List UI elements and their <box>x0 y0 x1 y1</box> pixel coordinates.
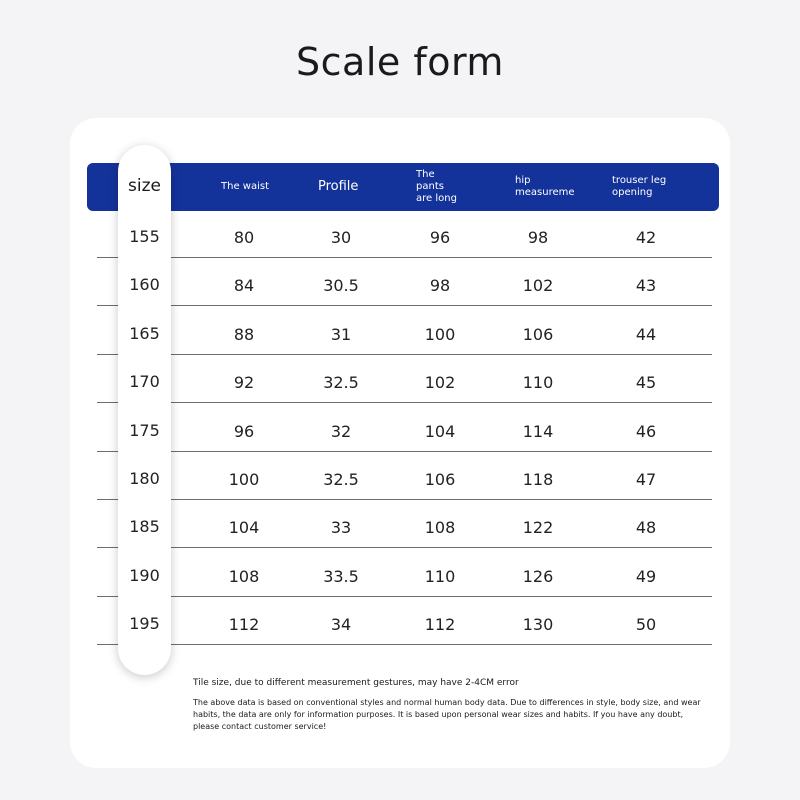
table-cell: 100 <box>424 325 456 344</box>
table-cell: 112 <box>424 615 456 634</box>
table-cell: 84 <box>233 276 255 295</box>
table-cell: 104 <box>228 518 260 537</box>
header-pants-length: The pants are long <box>416 169 457 204</box>
table-cell: 122 <box>522 518 554 537</box>
table-cell: 106 <box>522 325 554 344</box>
size-value: 190 <box>129 566 160 585</box>
table-cell: 49 <box>635 567 657 586</box>
table-cell: 43 <box>635 276 657 295</box>
table-cell: 44 <box>635 325 657 344</box>
table-cell: 32 <box>330 422 352 441</box>
table-cell: 110 <box>522 373 554 392</box>
table-cell: 96 <box>429 228 451 247</box>
table-cell: 100 <box>228 470 260 489</box>
table-cell: 42 <box>635 228 657 247</box>
row-divider <box>97 257 712 258</box>
row-divider <box>97 499 712 500</box>
table-cell: 46 <box>635 422 657 441</box>
header-profile: Profile <box>318 179 359 194</box>
size-header: size <box>128 176 161 196</box>
header-hip: hip measureme <box>515 175 575 198</box>
size-column-pill <box>118 145 171 675</box>
table-cell: 118 <box>522 470 554 489</box>
table-cell: 96 <box>233 422 255 441</box>
table-cell: 126 <box>522 567 554 586</box>
size-value: 185 <box>129 517 160 536</box>
size-value: 155 <box>129 227 160 246</box>
table-cell: 47 <box>635 470 657 489</box>
row-divider <box>97 402 712 403</box>
table-cell: 88 <box>233 325 255 344</box>
row-divider <box>97 596 712 597</box>
size-value: 180 <box>129 469 160 488</box>
row-divider <box>97 547 712 548</box>
table-cell: 110 <box>424 567 456 586</box>
table-cell: 32.5 <box>323 470 359 489</box>
table-cell: 102 <box>522 276 554 295</box>
size-value: 160 <box>129 275 160 294</box>
header-waist: The waist <box>221 181 269 192</box>
table-cell: 98 <box>527 228 549 247</box>
row-divider <box>97 354 712 355</box>
table-cell: 32.5 <box>323 373 359 392</box>
page-title: Scale form <box>296 40 504 84</box>
size-value: 175 <box>129 421 160 440</box>
table-cell: 106 <box>424 470 456 489</box>
table-cell: 104 <box>424 422 456 441</box>
table-cell: 92 <box>233 373 255 392</box>
table-cell: 50 <box>635 615 657 634</box>
table-cell: 108 <box>228 567 260 586</box>
table-cell: 30 <box>330 228 352 247</box>
table-cell: 102 <box>424 373 456 392</box>
table-cell: 130 <box>522 615 554 634</box>
table-cell: 112 <box>228 615 260 634</box>
size-value: 195 <box>129 614 160 633</box>
table-cell: 34 <box>330 615 352 634</box>
table-cell: 33 <box>330 518 352 537</box>
size-value: 170 <box>129 372 160 391</box>
table-cell: 114 <box>522 422 554 441</box>
table-cell: 98 <box>429 276 451 295</box>
table-cell: 33.5 <box>323 567 359 586</box>
table-cell: 80 <box>233 228 255 247</box>
table-cell: 108 <box>424 518 456 537</box>
table-cell: 30.5 <box>323 276 359 295</box>
header-leg-opening: trouser leg opening <box>612 175 667 198</box>
tolerance-note: Tile size, due to different measurement gestures, may have 2-4CM error <box>193 678 519 688</box>
row-divider <box>97 451 712 452</box>
table-cell: 31 <box>330 325 352 344</box>
row-divider <box>97 644 712 645</box>
disclaimer-note: The above data is based on conventional styles and normal human body data. Due to differences in style, body size, and wear habits, the data are only for information purposes. It is based upon personal wear sizes and habits. If you have any doubt, please contact customer service! <box>193 698 701 731</box>
size-value: 165 <box>129 324 160 343</box>
table-cell: 48 <box>635 518 657 537</box>
table-cell: 45 <box>635 373 657 392</box>
row-divider <box>97 305 712 306</box>
